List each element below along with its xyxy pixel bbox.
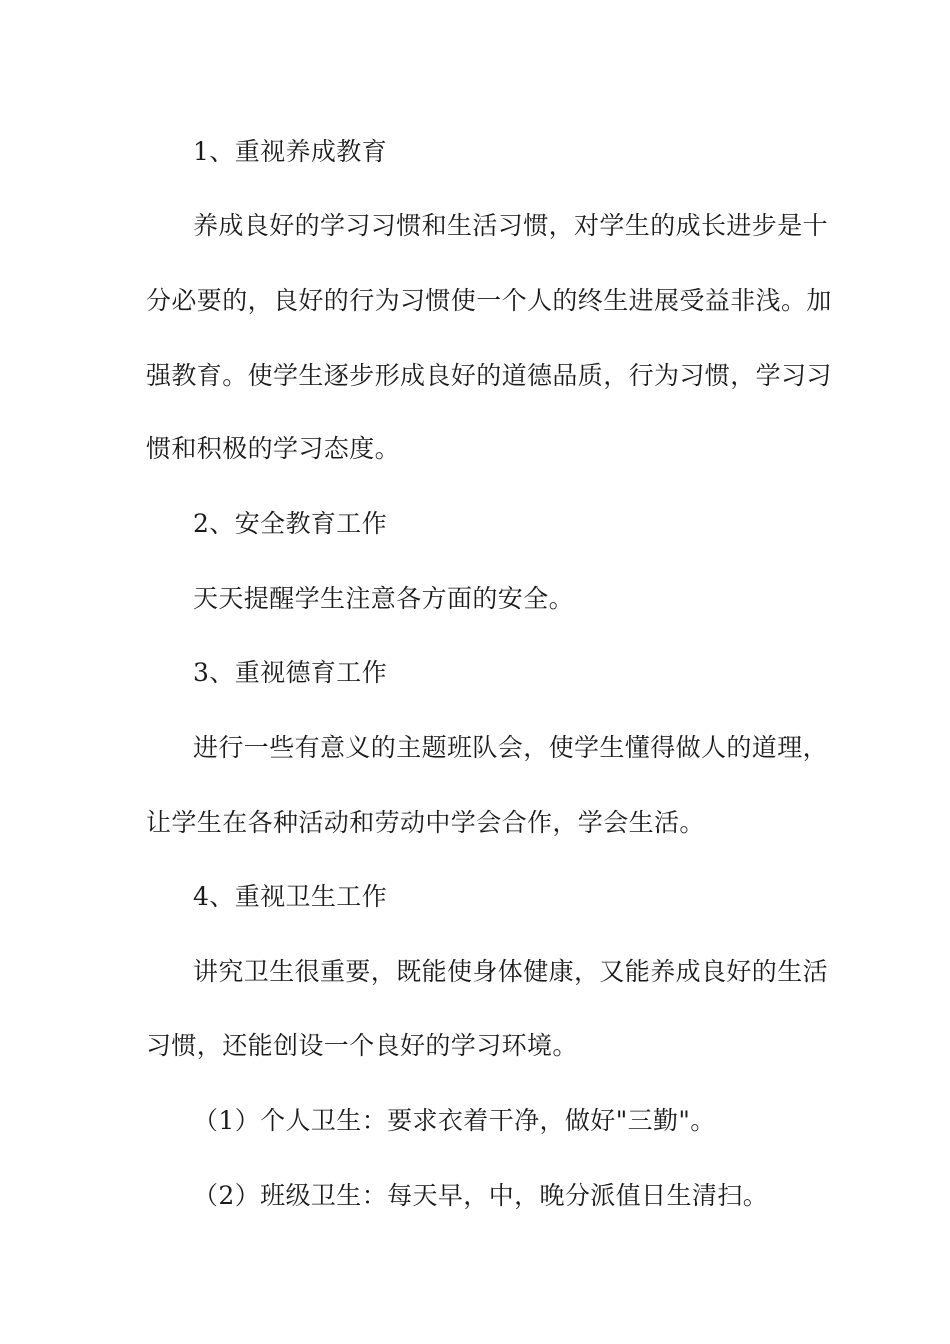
paragraph-line: 天天提醒学生注意各方面的安全。 bbox=[193, 584, 575, 613]
list-item-class-hygiene: （2）班级卫生：每天早，中，晚分派值日生清扫。 bbox=[193, 1181, 769, 1210]
paragraph-line: 让学生在各种活动和劳动中学会合作，学会生活。 bbox=[146, 808, 705, 837]
paragraph-line: 进行一些有意义的主题班队会，使学生懂得做人的道理， bbox=[193, 733, 829, 762]
list-item-personal-hygiene: （1）个人卫生：要求衣着干净，做好"三勤"。 bbox=[193, 1106, 716, 1135]
paragraph-line: 惯和积极的学习态度。 bbox=[146, 434, 401, 463]
heading-3: 3、重视德育工作 bbox=[193, 658, 388, 687]
paragraph-line: 习惯，还能创设一个良好的学习环境。 bbox=[146, 1031, 578, 1060]
paragraph-line: 强教育。使学生逐步形成良好的道德品质，行为习惯，学习习 bbox=[146, 361, 832, 390]
paragraph-line: 分必要的，良好的行为习惯使一个人的终生进展受益非浅。加 bbox=[146, 286, 832, 315]
paragraph-line: 讲究卫生很重要，既能使身体健康，又能养成良好的生活 bbox=[193, 957, 829, 986]
paragraph-line: 养成良好的学习习惯和生活习惯，对学生的成长进步是十 bbox=[193, 211, 829, 240]
heading-1: 1、重视养成教育 bbox=[193, 137, 388, 166]
heading-4: 4、重视卫生工作 bbox=[193, 882, 388, 911]
heading-2: 2、安全教育工作 bbox=[193, 509, 388, 538]
